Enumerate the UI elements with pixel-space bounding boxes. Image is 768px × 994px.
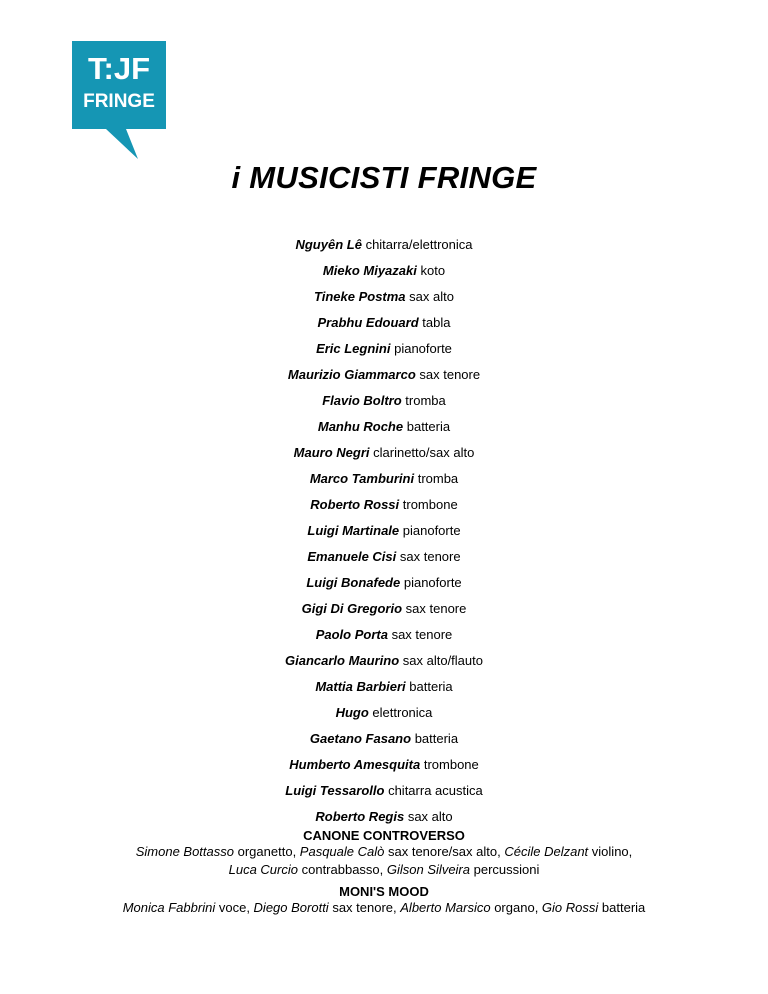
musician-name: Luigi Martinale bbox=[307, 523, 400, 538]
musician-instrument: chitarra/elettronica bbox=[365, 237, 473, 252]
musician-instrument: pianoforte bbox=[402, 523, 461, 538]
tjf-fringe-logo bbox=[72, 41, 168, 161]
musician-instrument: trombone bbox=[402, 497, 458, 512]
musician-name: Maurizio Giammarco bbox=[287, 367, 416, 382]
musician-instrument: sax alto bbox=[409, 289, 454, 304]
member-name: Diego Borotti bbox=[253, 900, 329, 915]
musician-name: Roberto Rossi bbox=[310, 497, 400, 512]
musician-name: Nguyên Lê bbox=[295, 237, 362, 252]
musician-instrument: pianoforte bbox=[403, 575, 462, 590]
musician-row bbox=[0, 596, 768, 622]
musician-row bbox=[0, 284, 768, 310]
musician-name: Manhu Roche bbox=[317, 419, 404, 434]
musician-name: Roberto Regis bbox=[315, 809, 405, 824]
musician-name: Mauro Negri bbox=[293, 445, 370, 460]
group-line: Luca Curcio contrabbasso, Gilson Silveira percussioni bbox=[228, 862, 540, 877]
musician-row bbox=[0, 232, 768, 258]
musician-name: Humberto Amesquita bbox=[289, 757, 421, 772]
musician-row bbox=[0, 518, 768, 544]
page-title: i MUSICISTI FRINGE bbox=[231, 160, 537, 195]
member-name: Monica Fabbrini bbox=[122, 900, 216, 915]
musician-name: Luigi Bonafede bbox=[306, 575, 401, 590]
musician-row bbox=[0, 258, 768, 284]
logo-line2: FRINGE bbox=[83, 91, 155, 112]
musicians-list bbox=[0, 232, 768, 830]
group-line: Monica Fabbrini voce, Diego Borotti sax tenore, Alberto Marsico organo, Gio Rossi batteria bbox=[122, 900, 646, 915]
member-instrument: contrabbasso bbox=[301, 862, 380, 877]
musician-row bbox=[0, 570, 768, 596]
musician-instrument: batteria bbox=[406, 419, 451, 434]
musician-instrument: batteria bbox=[414, 731, 459, 746]
group-line: Simone Bottasso organetto, Pasquale Calò sax tenore/sax alto, Cécile Delzant violino, bbox=[135, 844, 633, 859]
musician-name: Gigi Di Gregorio bbox=[301, 601, 403, 616]
musician-name: Tineke Postma bbox=[314, 289, 406, 304]
musician-instrument: sax tenore bbox=[399, 549, 461, 564]
musician-row bbox=[0, 388, 768, 414]
musician-instrument: sax tenore bbox=[405, 601, 467, 616]
musician-row bbox=[0, 674, 768, 700]
musician-instrument: batteria bbox=[409, 679, 453, 694]
musician-row bbox=[0, 648, 768, 674]
logo-line1: T:JF bbox=[88, 51, 150, 86]
group-monis-mood bbox=[0, 884, 768, 917]
musician-row bbox=[0, 752, 768, 778]
member-instrument: organetto bbox=[237, 844, 293, 859]
musician-row bbox=[0, 726, 768, 752]
group-members bbox=[0, 899, 768, 917]
musician-instrument: elettronica bbox=[372, 705, 433, 720]
member-name: Cécile Delzant bbox=[504, 844, 589, 859]
member-instrument: violino bbox=[591, 844, 629, 859]
group-title: MONI'S MOOD bbox=[339, 884, 429, 899]
musician-row bbox=[0, 310, 768, 336]
musician-row bbox=[0, 622, 768, 648]
musician-instrument: trombone bbox=[423, 757, 479, 772]
musician-name: Paolo Porta bbox=[315, 627, 388, 642]
member-instrument: percussioni bbox=[473, 862, 540, 877]
musician-instrument: sax alto/flauto bbox=[402, 653, 483, 668]
musician-row bbox=[0, 336, 768, 362]
musician-name: Luigi Tessarollo bbox=[285, 783, 385, 798]
musician-row bbox=[0, 492, 768, 518]
musician-name: Flavio Boltro bbox=[322, 393, 402, 408]
musician-name: Gaetano Fasano bbox=[309, 731, 412, 746]
member-name: Luca Curcio bbox=[228, 862, 298, 877]
musician-row bbox=[0, 804, 768, 830]
musician-instrument: tabla bbox=[422, 315, 451, 330]
musician-instrument: sax tenore bbox=[391, 627, 453, 642]
musician-instrument: clarinetto/sax alto bbox=[373, 445, 475, 460]
musician-row bbox=[0, 414, 768, 440]
member-instrument: organo bbox=[494, 900, 535, 915]
musician-name: Emanuele Cisi bbox=[307, 549, 397, 564]
musician-row bbox=[0, 544, 768, 570]
member-name: Pasquale Calò bbox=[299, 844, 385, 859]
member-instrument: sax tenore/sax alto bbox=[387, 844, 498, 859]
member-name: Gio Rossi bbox=[541, 900, 599, 915]
musician-name: Mattia Barbieri bbox=[315, 679, 406, 694]
musician-instrument: tromba bbox=[405, 393, 446, 408]
musician-instrument: tromba bbox=[417, 471, 459, 486]
musician-name: Giancarlo Maurino bbox=[285, 653, 400, 668]
logo-speech-bubble bbox=[72, 41, 168, 161]
member-name: Alberto Marsico bbox=[400, 900, 491, 915]
musician-name: Eric Legnini bbox=[316, 341, 391, 356]
musician-row bbox=[0, 466, 768, 492]
musician-name: Mieko Miyazaki bbox=[322, 263, 417, 278]
group-canone-controverso bbox=[0, 828, 768, 879]
member-name: Gilson Silveira bbox=[386, 862, 470, 877]
group-members bbox=[0, 843, 768, 879]
group-title: CANONE CONTROVERSO bbox=[303, 828, 465, 843]
musician-row bbox=[0, 778, 768, 804]
musician-row bbox=[0, 440, 768, 466]
musician-name: Marco Tamburini bbox=[309, 471, 415, 486]
member-instrument: voce bbox=[218, 900, 247, 915]
musician-row bbox=[0, 362, 768, 388]
musician-name: Prabhu Edouard bbox=[317, 315, 419, 330]
member-instrument: batteria bbox=[601, 900, 646, 915]
musician-row bbox=[0, 700, 768, 726]
musician-instrument: chitarra acustica bbox=[388, 783, 483, 798]
member-instrument: sax tenore bbox=[332, 900, 394, 915]
musician-instrument: sax tenore bbox=[419, 367, 481, 382]
musician-instrument: koto bbox=[420, 263, 446, 278]
member-name: Simone Bottasso bbox=[135, 844, 234, 859]
musician-name: Hugo bbox=[335, 705, 369, 720]
musician-instrument: sax alto bbox=[407, 809, 453, 824]
musician-instrument: pianoforte bbox=[394, 341, 452, 356]
